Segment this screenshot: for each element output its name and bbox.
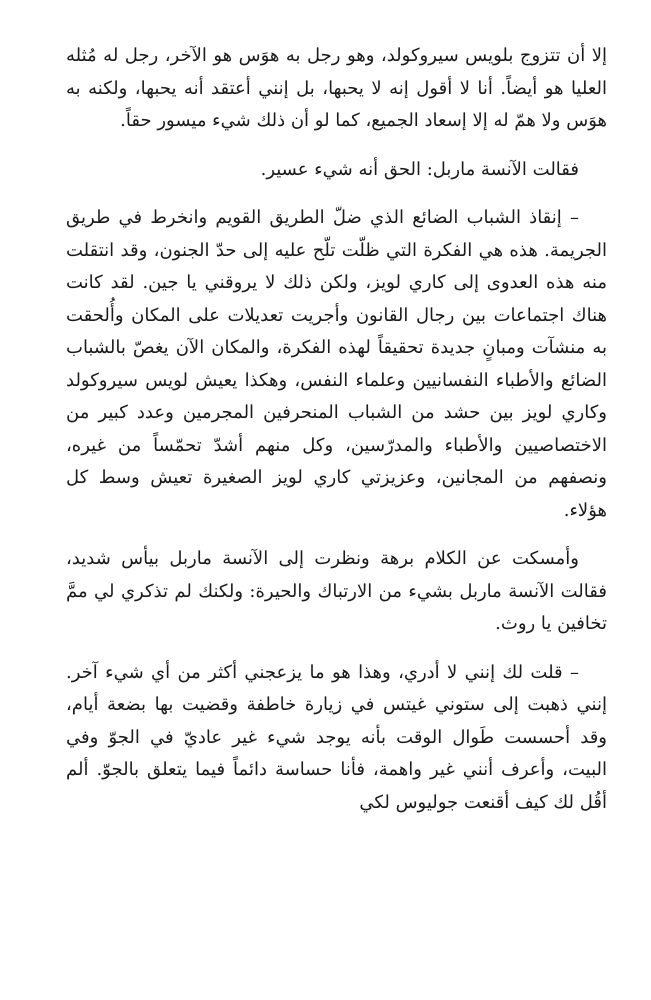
book-page bbox=[66, 40, 607, 819]
paragraph-3: – إنقاذ الشباب الضائع الذي ضلّ الطريق القويم وانخرط في طريق الجريمة. هذه هي الفكرة التي ظلّت تلّح عليه إلى حدّ الجنون، وقد انتقلت منه هذه العدوى إلى كاري لويز، ولكن ذلك لا يروقني يا جين. لقد كانت هناك اجتماعات بين رجال القانون وأجريت تعديلات على المكان وأُلحقت به منشآت ومبانٍ جديدة تحقيقاً لهذه الفكرة، والمكان الآن يغصّ بالشباب الضائع والأطباء النفسانيين وعلماء النفس، وهكذا يعيش لويس سيروكولد وكاري لويز بين حشد من الشباب المنحرفين المجرمين وعدد كبير من الاختصاصيين والأطباء والمدرّسين، وكل منهم أشدّ تحمّساً من غيره، ونصفهم من المجانين، وعزيزتي كاري لويز الصغيرة تعيش وسط كل هؤلاء. bbox=[66, 207, 607, 521]
paragraph-5: – قلت لك إنني لا أدري، وهذا هو ما يزعجني أكثر من أي شيء آخر. إنني ذهبت إلى ستوني غيتس في زيارة خاطفة وقضيت بها بضعة أيام، وقد أحسست طَوال الوقت بأنه يوجد شيء غير عاديّ في الجوّ وفي البيت، وأعرف أنني غير واهمة، فأنا حساسة دائماً فيما يتعلق بالجوّ. ألم أقُل لك كيف أقنعت جوليوس لكي bbox=[66, 661, 607, 813]
paragraph-2: فقالت الآنسة ماربل: الحق أنه شيء عسير. bbox=[260, 158, 579, 180]
paragraph-1: إلا أن تتزوج بلويس سيروكولد، وهو رجل به هوَس هو الآخر، رجل له مُثله العليا هو أيضاً. أنا لا أقول إنه لا يحبها، بل إنني أعتقد أنه يحبها، ولكنه به هوَس ولا همّ له إلا إسعاد الجميع، كما لو أن ذلك شيء ميسور حقاً. bbox=[66, 45, 607, 131]
paragraph-4: وأمسكت عن الكلام برهة ونظرت إلى الآنسة ماربل بيأس شديد، فقالت الآنسة ماربل بشيء من الارتباك والحيرة: ولكنك لم تذكري لي ممَّ تخافين يا روث. bbox=[66, 548, 607, 634]
